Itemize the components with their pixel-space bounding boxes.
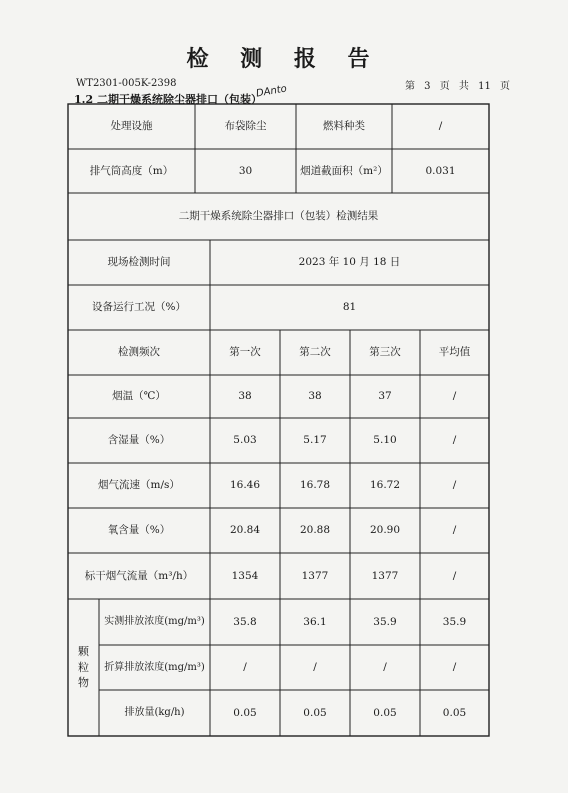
pm-row-label: 实测排放浓度(mg/m³) — [104, 616, 205, 627]
table-cell: / — [452, 434, 457, 447]
document-number: WT2301-005K-2398 — [76, 78, 177, 89]
frequency-label: 检测频次 — [118, 346, 160, 359]
table-cell: / — [452, 661, 457, 674]
table-cell: 0.05 — [303, 706, 327, 719]
table-cell: 16.46 — [229, 479, 261, 492]
table-cell: / — [243, 661, 247, 674]
table-cell: 1377 — [371, 569, 399, 582]
fuel-label: 燃料种类 — [323, 120, 365, 133]
table-cell: 16.78 — [299, 479, 331, 492]
table-cell: 38 — [238, 390, 252, 403]
particulate-char: 粒 — [78, 660, 89, 674]
row-label: 氧含量（%） — [107, 524, 171, 537]
table-cell: 36.1 — [303, 615, 327, 628]
page-info: 第 3 页 共 11 页 — [405, 81, 510, 92]
test-time-value: 2023 年 10 月 18 日 — [298, 256, 401, 269]
table-cell: / — [383, 661, 387, 674]
section-heading: 1.2 二期干燥系统除尘器排口（包装） — [74, 93, 262, 106]
table-cell: 1377 — [301, 569, 329, 582]
particulate-char: 颗 — [78, 645, 89, 659]
table-cell: 37 — [378, 390, 392, 403]
column-header: 第二次 — [299, 346, 331, 359]
flue-area-label: 烟道截面积（m²） — [300, 164, 388, 177]
table-cell: 5.03 — [233, 434, 257, 447]
column-header: 第三次 — [369, 346, 401, 359]
table-cell: 5.10 — [373, 434, 397, 447]
row-label: 烟温（℃） — [112, 390, 166, 403]
results-title: 二期干燥系统除尘器排口（包装）检测结果 — [178, 210, 379, 223]
table-cell: 0.05 — [442, 706, 467, 719]
row-label: 含湿量（%） — [107, 434, 171, 447]
row-label: 标干烟气流量（m³/h） — [84, 569, 194, 582]
facility-value: 布袋除尘 — [224, 120, 267, 133]
table-cell: 20.88 — [299, 524, 331, 537]
table-cell: 38 — [308, 390, 322, 403]
handwritten-signature: DAnto — [255, 83, 288, 100]
row-label: 烟气流速（m/s） — [98, 479, 180, 492]
stack-height-label: 排气筒高度（m） — [89, 164, 174, 177]
table-cell: 35.8 — [233, 615, 257, 628]
particulate-char: 物 — [78, 676, 89, 690]
table-cell: / — [452, 479, 457, 492]
flue-area-value: 0.031 — [425, 164, 456, 177]
operating-load-value: 81 — [342, 301, 357, 314]
table-cell: 5.17 — [303, 434, 327, 447]
table-cell: 0.05 — [373, 706, 397, 719]
fuel-value: / — [438, 120, 443, 133]
column-header: 第一次 — [229, 346, 261, 359]
table-cell: 35.9 — [442, 615, 467, 628]
table-cell: 0.05 — [233, 706, 257, 719]
table-cell: / — [452, 390, 457, 403]
report-title: 检 测 报 告 — [186, 46, 382, 72]
table-cell: / — [452, 524, 457, 537]
table-cell: 20.84 — [229, 524, 261, 537]
pm-row-label: 折算排放浓度(mg/m³) — [104, 661, 205, 673]
test-time-label: 现场检测时间 — [107, 256, 171, 269]
table-cell: 20.90 — [369, 524, 401, 537]
stack-height-value: 30 — [238, 164, 253, 177]
column-header: 平均值 — [438, 346, 471, 359]
table-cell: 16.72 — [369, 479, 401, 492]
operating-load-label: 设备运行工况（%） — [92, 301, 186, 314]
table-cell: / — [452, 569, 457, 582]
facility-label: 处理设施 — [110, 120, 153, 133]
table-cell: 35.9 — [373, 615, 397, 628]
pm-row-label: 排放量(kg/h) — [124, 707, 185, 718]
particulate-group-label — [68, 599, 99, 736]
table-cell: / — [313, 661, 317, 674]
table-cell: 1354 — [231, 569, 259, 582]
